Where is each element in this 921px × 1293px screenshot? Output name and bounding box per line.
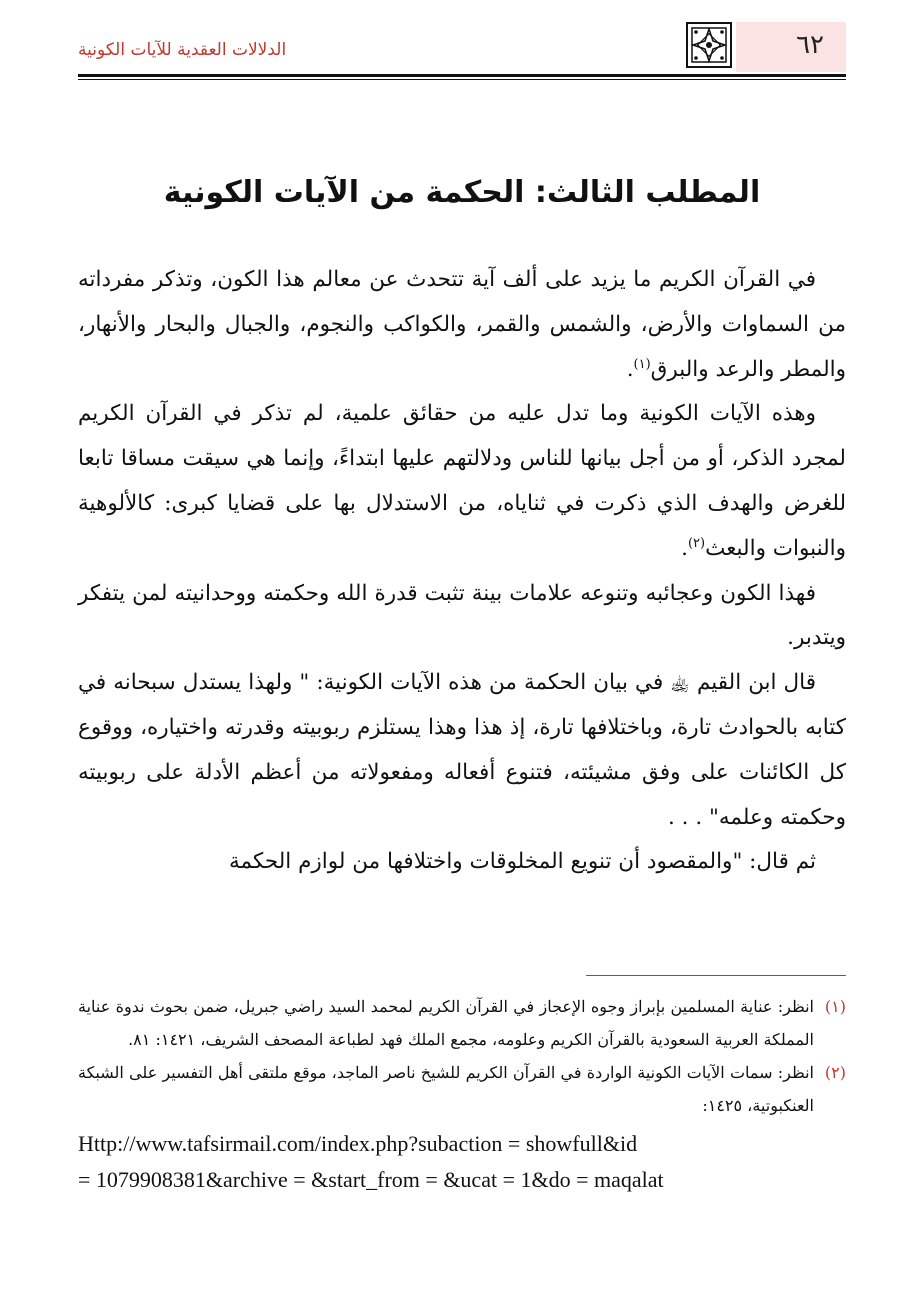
footnote-separator xyxy=(586,975,846,976)
paragraph: فهذا الكون وعجائبه وتنوعه علامات بينة تثبت قدرة الله وحكمته ووحدانيته لمن يتفكر ويتدبر. xyxy=(78,580,846,651)
paragraph: في القرآن الكريم ما يزيد على ألف آية تتحدث عن معالم هذا الكون، وتذكر مفرداته من السماوات والأرض، والشمس والقمر، والكواكب والنجوم، والجبال والبحار والأنهار، والمطر والرعد والبرق$^{(١)}$. xyxy=(78,267,846,382)
url-line: Http://www.tafsirmail.com/index.php?subaction = showfull&id xyxy=(78,1131,638,1156)
page-number: ٦٢ xyxy=(796,30,824,60)
page-header xyxy=(78,22,846,72)
footnote-number: (٢) xyxy=(824,1063,846,1082)
ornament-icon xyxy=(686,22,732,68)
page-number-box xyxy=(736,22,846,72)
footnote-ref: (٢) xyxy=(687,535,706,551)
footnote-text: انظر: سمات الآيات الكونية الواردة في القرآن الكريم للشيخ ناصر الماجد، موقع ملتقى أهل التفسير على الشبكة العنكبوتية، ١٤٢٥: xyxy=(78,1063,814,1115)
section-title: المطلب الثالث: الحكمة من الآيات الكونية xyxy=(163,175,761,210)
body-text xyxy=(78,258,846,885)
footnote-number: (١) xyxy=(824,997,846,1016)
running-title: الدلالات العقدية للآيات الكونية xyxy=(78,40,287,60)
footnote-ref: (١) xyxy=(633,356,651,372)
footnote-text: انظر: عناية المسلمين بإبراز وجوه الإعجاز في القرآن الكريم لمحمد السيد راضي جبريل، ضمن بحوث ندوة عناية المملكة العربية السعودية بالقرآن الكريم وعلومه، مجمع الملك فهد لطباعة المصحف الشريف، ١٤٢١: ٨١. xyxy=(78,997,814,1049)
paragraph: قال ابن القيم ﵀ في بيان الحكمة من هذه الآيات الكونية: " ولهذا يستدل سبحانه في كتابه بالحوادث تارة، وباختلافها تارة، إذ هذا وهذا يستلزم ربوبيته وقدرته واختياره، ووقوع كل الكائنات على وفق مشيئته، فتنوع أفعاله ومفعولاته من أعظم الأدلة على ربوبيته وحكمته وعلمه" . . . xyxy=(78,670,846,830)
footnote xyxy=(78,990,846,1056)
url-line: = 1079908381&archive = &start_from = &ucat = 1&do = maqalat xyxy=(78,1167,664,1192)
footnotes xyxy=(78,990,846,1198)
paragraph: ثم قال: "والمقصود أن تنويع المخلوقات واختلافها من لوازم الحكمة xyxy=(229,849,816,875)
paragraph: وهذه الآيات الكونية وما تدل عليه من حقائق علمية، لم تذكر في القرآن الكريم لمجرد الذكر، أو من أجل بيانها للناس ودلالتهم عليها ابتداءً، وإنما هي سيقت مساقا تابعا للغرض والهدف الذي ذكرت في ثناياه، من الاستدلال بها على قضايا كبرى: كالألوهية والنبوات والبعث$^{(٢)}$. xyxy=(78,401,846,561)
footnote xyxy=(78,1056,846,1122)
header-rule-thin xyxy=(78,79,846,80)
footnote-url xyxy=(78,1126,846,1198)
header-rule-thick xyxy=(78,74,846,77)
